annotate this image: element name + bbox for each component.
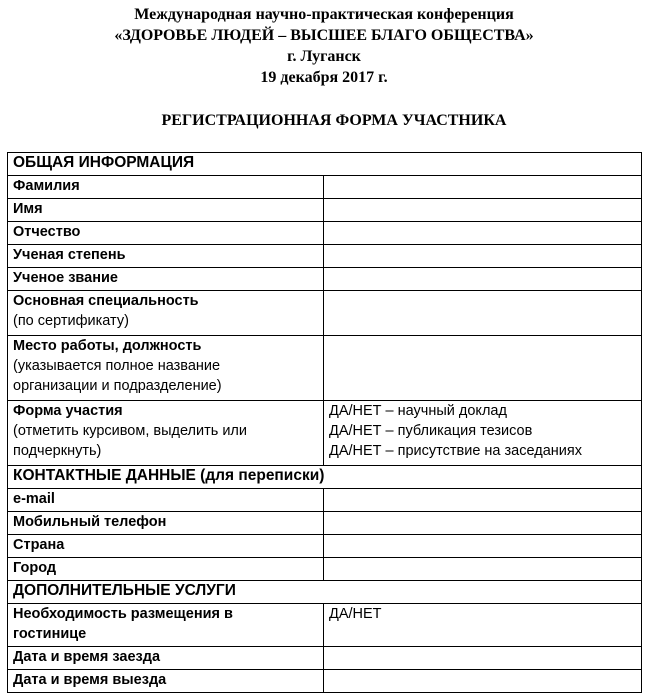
hotel-label-2: гостинице xyxy=(13,626,87,642)
phone-label: Мобильный телефон xyxy=(8,512,324,535)
surname-label: Фамилия xyxy=(8,176,324,199)
row-phone xyxy=(8,512,642,535)
conference-type: Международная научно-практическая конференция xyxy=(134,6,514,23)
row-email xyxy=(8,489,642,512)
section-extra-services: ДОПОЛНИТЕЛЬНЫЕ УСЛУГИ xyxy=(8,581,642,604)
arrival-label: Дата и время заезда xyxy=(8,647,324,670)
row-country xyxy=(8,535,642,558)
specialty-label: Основная специальность xyxy=(13,293,199,309)
departure-label: Дата и время выезда xyxy=(8,670,324,693)
conference-city: г. Луганск xyxy=(287,48,361,65)
row-participation xyxy=(8,401,642,466)
participation-note-1: (отметить курсивом, выделить или xyxy=(13,423,247,439)
surname-field[interactable] xyxy=(324,176,642,199)
row-city xyxy=(8,558,642,581)
country-field[interactable] xyxy=(324,535,642,558)
participation-note-2: подчеркнуть) xyxy=(13,443,102,459)
option-abstract-publication[interactable]: ДА/НЕТ – публикация тезисов xyxy=(329,423,533,439)
patronymic-label: Отчество xyxy=(8,222,324,245)
participation-label: Форма участия xyxy=(13,403,123,419)
workplace-note-2: организации и подразделение) xyxy=(13,378,222,394)
row-workplace xyxy=(8,336,642,401)
form-title: РЕГИСТРАЦИОННАЯ ФОРМА УЧАСТНИКА xyxy=(161,112,507,129)
workplace-field[interactable] xyxy=(324,336,642,401)
hotel-label-1: Необходимость размещения в xyxy=(13,606,233,622)
name-label: Имя xyxy=(8,199,324,222)
workplace-note-1: (указывается полное название xyxy=(13,358,221,374)
conference-header xyxy=(0,4,648,88)
name-field[interactable] xyxy=(324,199,642,222)
arrival-field[interactable] xyxy=(324,647,642,670)
row-academic-title xyxy=(8,268,642,291)
city-field[interactable] xyxy=(324,558,642,581)
row-degree xyxy=(8,245,642,268)
country-label: Страна xyxy=(8,535,324,558)
specialty-note: (по сертификату) xyxy=(13,313,129,329)
row-specialty xyxy=(8,291,642,336)
academic-title-label: Ученое звание xyxy=(8,268,324,291)
row-hotel xyxy=(8,604,642,647)
workplace-cell xyxy=(8,336,324,401)
patronymic-field[interactable] xyxy=(324,222,642,245)
registration-form-table xyxy=(7,152,642,693)
option-session-attendance[interactable]: ДА/НЕТ – присутствие на заседаниях xyxy=(329,443,582,459)
departure-field[interactable] xyxy=(324,670,642,693)
section-row-general xyxy=(8,153,642,176)
conference-date: 19 декабря 2017 г. xyxy=(260,69,388,86)
city-label: Город xyxy=(8,558,324,581)
section-row-extra xyxy=(8,581,642,604)
participation-cell xyxy=(8,401,324,466)
hotel-option[interactable]: ДА/НЕТ xyxy=(324,604,642,647)
email-field[interactable] xyxy=(324,489,642,512)
specialty-field[interactable] xyxy=(324,291,642,336)
academic-title-field[interactable] xyxy=(324,268,642,291)
section-general: ОБЩАЯ ИНФОРМАЦИЯ xyxy=(8,153,642,176)
row-patronymic xyxy=(8,222,642,245)
specialty-cell xyxy=(8,291,324,336)
participation-options xyxy=(324,401,642,466)
section-row-contacts xyxy=(8,466,642,489)
email-label: e-mail xyxy=(8,489,324,512)
hotel-cell xyxy=(8,604,324,647)
row-name xyxy=(8,199,642,222)
phone-field[interactable] xyxy=(324,512,642,535)
row-arrival xyxy=(8,647,642,670)
row-surname xyxy=(8,176,642,199)
degree-label: Ученая степень xyxy=(8,245,324,268)
workplace-label: Место работы, должность xyxy=(13,338,202,354)
degree-field[interactable] xyxy=(324,245,642,268)
row-departure xyxy=(8,670,642,693)
section-contacts: КОНТАКТНЫЕ ДАННЫЕ (для переписки) xyxy=(8,466,642,489)
option-scientific-report[interactable]: ДА/НЕТ – научный доклад xyxy=(329,403,507,419)
conference-name: «ЗДОРОВЬЕ ЛЮДЕЙ – ВЫСШЕЕ БЛАГО ОБЩЕСТВА» xyxy=(114,27,534,44)
